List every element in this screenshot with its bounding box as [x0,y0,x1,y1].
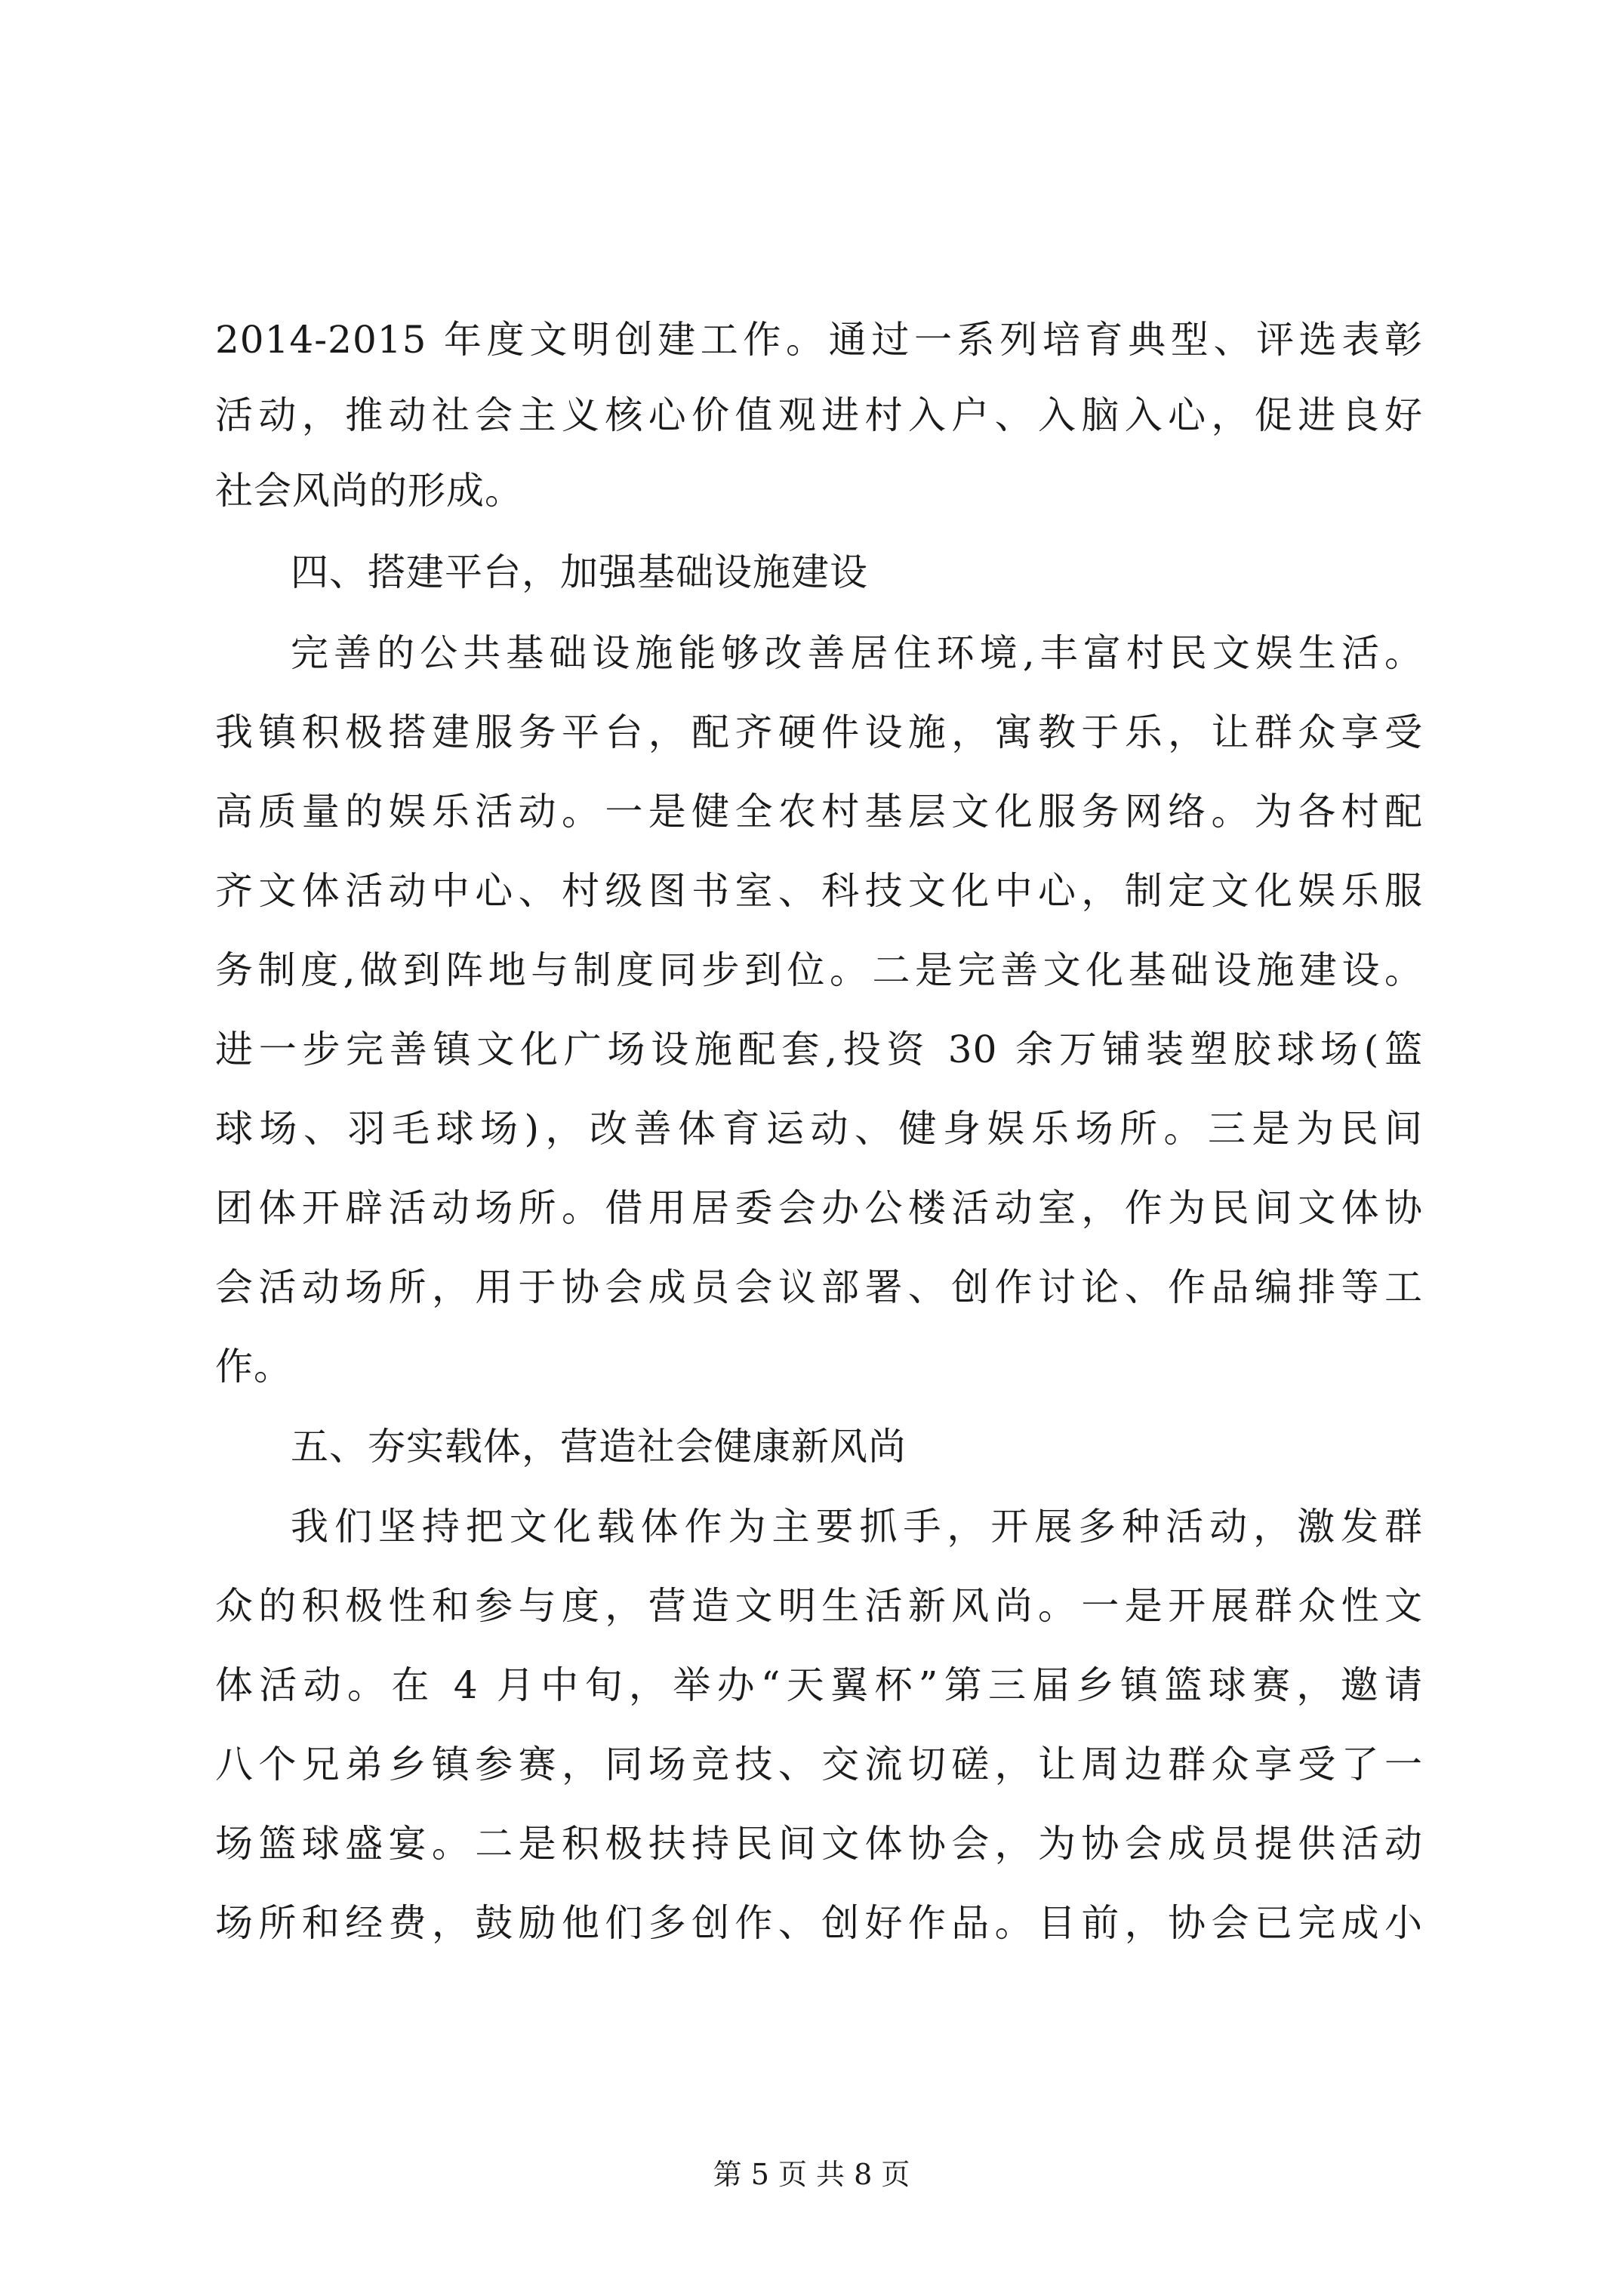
paragraph-line: 进一步完善镇文化广场设施配套,投资 30 余万铺装塑胶球场(篮 [215,1028,1423,1071]
paragraph-line: 作。 [215,1345,292,1388]
paragraph-line: 八个兄弟乡镇参赛，同场竞技、交流切磋，让周边群众享受了一 [215,1743,1423,1786]
paragraph-line: 齐文体活动中心、村级图书室、科技文化中心，制定文化娱乐服 [215,869,1423,913]
paragraph-line: 团体开辟活动场所。借用居委会办公楼活动室，作为民间文体协 [215,1186,1423,1230]
paragraph-line: 会活动场所，用于协会成员会议部署、创作讨论、作品编排等工 [215,1265,1423,1309]
paragraph-line: 体活动。在 4 月中旬，举办“天翼杯”第三届乡镇篮球赛，邀请 [215,1663,1423,1707]
page-number: 第 5 页 共 8 页 [713,2158,910,2191]
paragraph-line: 球场、羽毛球场)，改善体育运动、健身娱乐场所。三是为民间 [215,1107,1423,1151]
paragraph-line: 2014-2015 年度文明创建工作。通过一系列培育典型、评选表彰 [215,318,1423,362]
paragraph-line: 我们坚持把文化载体作为主要抓手，开展多种活动，激发群 [291,1505,1423,1549]
paragraph-line: 活动，推动社会主义核心价值观进村入户、入脑入心，促进良好 [215,393,1423,437]
paragraph-line: 我镇积极搭建服务平台，配齐硬件设施，寓教于乐，让群众享受 [215,710,1423,754]
section-heading: 五、夯实载体，营造社会健康新风尚 [291,1425,907,1469]
paragraph-line: 社会风尚的形成。 [215,469,523,513]
paragraph-line: 务制度,做到阵地与制度同步到位。二是完善文化基础设施建设。 [215,948,1423,992]
paragraph-line: 场所和经费，鼓励他们多创作、创好作品。目前，协会已完成小 [215,1901,1423,1945]
paragraph-line: 完善的公共基础设施能够改善居住环境,丰富村民文娱生活。 [291,631,1423,675]
paragraph-line: 众的积极性和参与度，营造文明生活新风尚。一是开展群众性文 [215,1584,1423,1628]
paragraph-line: 场篮球盛宴。二是积极扶持民间文体协会，为协会成员提供活动 [215,1822,1423,1866]
section-heading: 四、搭建平台，加强基础设施建设 [291,550,868,594]
paragraph-line: 高质量的娱乐活动。一是健全农村基层文化服务网络。为各村配 [215,790,1423,834]
